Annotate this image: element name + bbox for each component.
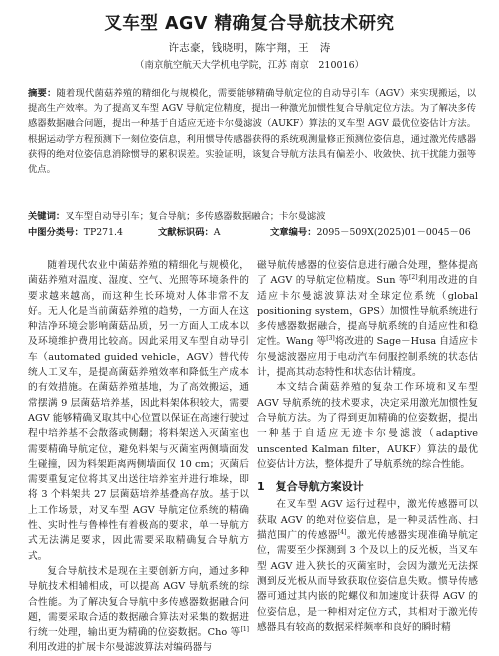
doc-value: A: [213, 227, 221, 238]
author-list: 许志豪，钱晓明，陈宇翔，王 涛: [168, 42, 331, 54]
abstract-label: 摘要：: [28, 88, 57, 99]
citation-ref[interactable]: [4]: [337, 529, 347, 537]
clc-number: [28, 225, 123, 240]
text-run: 利用改进的扩展卡尔曼滤波算法对编码器与: [28, 642, 213, 654]
text-run: 磁导航传感器的位姿信息进行融合处理，整体提高了 AGV 的导航定位精度。: [257, 260, 478, 287]
citation-ref[interactable]: [2]: [409, 274, 418, 282]
document-code: [158, 225, 221, 240]
left-column: [28, 258, 249, 656]
article-value: 2095－509X(2025)01－0045－06: [316, 227, 471, 238]
intro-paragraph-continued: [257, 258, 478, 380]
text-run: 利用改进的自适应卡尔曼滤波算法对全球定位系统（global positioning system，GPS）加惯性导航系统进行多传感器数据融合，提高导航系统的自适应性和稳定性。Wang 等: [257, 275, 479, 348]
text-run: 在叉车型 AGV 运行过程中，激光传感器可以获取 AGV 的绝对位姿信息，是一种灵活性高、扫描范围广的传感器: [257, 499, 478, 542]
text-run: 复合导航技术是现在主要创新方向，通过多种导航技术相辅相成，可以提高 AGV 导航系统的综合性能。为了解决复合导航中多传感器数据融合问题，需要采取合适的数据融合算法对采集的数据进行统一处理，输出更为精确的位姿数据。Cho 等: [28, 565, 249, 639]
doc-label: 文献标识码：: [158, 227, 214, 238]
intro-paragraph-1: 随着现代农业中菌菇养殖的精细化与规模化，菌菇养殖对温度、湿度、空气、光照等环境条件的要求越来越高，而这种生长环境对人体非常不友好。无人化是当前菌菇养殖的趋势，一方面人在这种洁净环境会影响菌菇品质，另一方面人工成本以及环境维护费用比较高。因此采用叉车型自动导引车（automated guided vehicle，AGV）替代传统人工叉车，是提高菌菇养殖效率和降低生产成本的有效措施。在菌菇养殖基地，为了高效搬运，通常摆满 9 层菌菇培养基，因此料架体积较大，需要 AGV 能够精确叉取其中心位置以保证在高速行驶过程中培养基不会散落或侧翻；将料架送入灭菌室也需要精确导航定位，避免料架与灭菌室两侧墙面发生碰撞，因为料架距离两侧墙面仅 10 cm；灭菌后需要重复定位将其叉出送往培养室并进行堆垛，即将 3 个料架共 27 层菌菇培养基叠高存放。基于以上工作场景，对叉车型 AGV 导航定位系统的精确性、实时性与鲁棒性有着极高的要求，单一导航方式无法满足要求，因此需要采取精确复合导航方式。: [28, 260, 249, 562]
article-number: [270, 225, 471, 240]
section-number: 1: [257, 480, 265, 494]
affiliation: （南京航空航天大学机电学院，江苏 南京 210016）: [134, 60, 365, 71]
clc-label: 中图分类号：: [28, 227, 84, 238]
text-run: Sun 等: [376, 275, 410, 287]
keywords-text: 叉车型自动导引车；复合导航；多传感器数据融合；卡尔曼滤波: [65, 211, 326, 222]
citation-ref[interactable]: [1]: [240, 626, 249, 634]
section-1-paragraph: [257, 497, 478, 635]
abstract: [28, 86, 476, 177]
clc-value: TP271.4: [83, 227, 123, 238]
intro-paragraph-2: [28, 564, 249, 656]
section-title: 复合导航方案设计: [275, 480, 364, 494]
text-run: 将改进的 Sage－Husa 自适应卡尔曼滤波器应用于电动汽车伺服控制系统的状态估计，提高其动态特性和状态估计精度。: [257, 336, 478, 379]
right-column: [257, 258, 478, 635]
section-heading: [257, 479, 478, 494]
article-label: 文章编号：: [270, 227, 317, 238]
abstract-text: 随着现代菌菇养殖的精细化与规模化，需要能够精确导航定位的自动导引车（AGV）来实现搬运，以提高生产效率。为了提高叉车型 AGV 导航定位精度，提出一种激光加惯性复合导航定位方法。为了解决多传感器数据融合问题，提出一种基于自适应无迹卡尔曼滤波（AUKF）算法的叉车型 AGV 最优位姿估计方法。根据运动学方程预测下一刻位姿信息，利用惯导传感器获得的系统观测量修正预测位姿信息，通过激光传感器获得的绝对位姿信息消除惯导的累积误差。实验证明，该复合导航方法具有偏差小、收敛快、抗干扰能力强等优点。: [28, 88, 476, 176]
text-run: 。激光传感器实现准确导航定位，需要至少探测到 3 个及以上的反光板，当叉车型 AGV 进入狭长的灭菌室时，会因为激光无法探测到反光板从而导致获取位姿信息失败。惯导传感器可通过其内嵌的陀螺仪和加速度计获得 AGV 的位姿信息，是一种相对定位方式，其相对于激光传感器具有较高的数据采样频率和良好的瞬时精: [257, 530, 478, 633]
paper-title: 叉车型 AGV 精确复合导航技术研究: [104, 14, 395, 34]
intro-paragraph-3: 本文结合菌菇养殖的复杂工作环境和叉车型 AGV 导航系统的技术要求，决定采用激光加惯性复合导航方法。为了得到更加精确的位姿数据，提出一种基于自适应无迹卡尔曼滤波（adaptive unscented Kalman filter，AUKF）算法的最优位姿估计方法，整体提升了导航系统的综合性能。: [257, 382, 478, 470]
keywords: [28, 209, 476, 224]
citation-ref[interactable]: [3]: [326, 335, 335, 343]
keywords-label: 关键词：: [28, 211, 66, 222]
